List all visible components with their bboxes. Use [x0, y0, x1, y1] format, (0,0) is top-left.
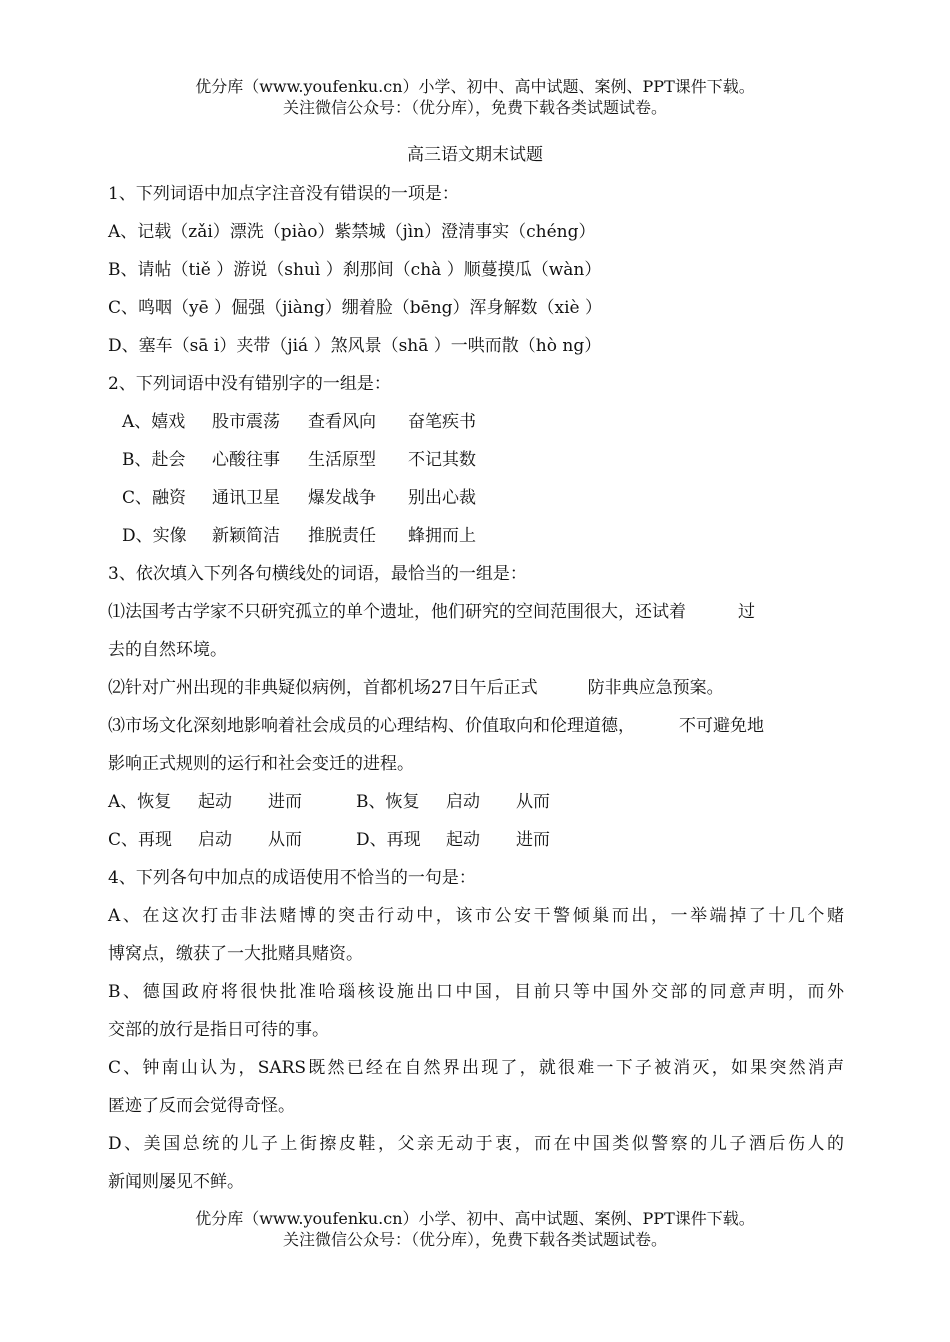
q1-option-d: D、塞车（sā i）夹带（jiá ）煞风景（shā ）一哄而散（hò ng） [108, 336, 602, 356]
q2-a-word-1: A、嬉戏 [122, 412, 186, 432]
q2-option-b [108, 441, 844, 479]
q3-c-1: C、再现 [108, 830, 173, 850]
q2-c-word-1: C、融资 [122, 488, 187, 508]
q4-option-c-line-1: C、钟南山认为，SARS既然已经在自然界出现了，就很难一下子被消灭，如果突然消声 [108, 1058, 844, 1078]
q2-c-word-3: 爆发战争 [308, 488, 376, 508]
q4-option-c-line-2: 匿迹了反而会觉得奇怪。 [108, 1096, 295, 1116]
q1-option-c: C、鸣咽（yē ）倔强（jiàng）绷着脸（bēng）浑身解数（xiè ） [108, 298, 603, 318]
q2-stem: 2、下列词语中没有错别字的一组是： [108, 374, 391, 394]
q3-sentence-2 [108, 669, 844, 707]
q3-sentence-3-cont: 影响正式规则的运行和社会变迁的进程。 [108, 754, 414, 774]
q4-option-a-line-1: A、在这次打击非法赌博的突击行动中，该市公安干警倾巢而出，一举端掉了十几个赌 [108, 906, 844, 926]
document-title: 高三语文期末试题 [407, 145, 543, 165]
q4-option-d-line-1: D、美国总统的儿子上街擦皮鞋，父亲无动于衷，而在中国类似警察的儿子酒后伤人的 [108, 1134, 844, 1154]
q2-a-word-4: 奋笔疾书 [408, 412, 476, 432]
q3-options-ab [108, 783, 844, 821]
q3-b-2: 启动 [446, 792, 480, 812]
q2-a-word-3: 查看风向 [308, 412, 376, 432]
q3-sentence-1 [108, 593, 844, 631]
q3-sentence-3 [108, 707, 844, 745]
q1-option-a: A、记载（zǎi）漂洗（piào）紫禁城（jìn）澄清事实（chéng） [108, 222, 596, 242]
q3-s1-text: ⑴法国考古学家不只研究孤立的单个遗址，他们研究的空间范围很大，还试着 [108, 602, 686, 622]
exam-body [108, 175, 844, 1201]
q2-b-word-1: B、赴会 [122, 450, 186, 470]
q3-c-3: 从而 [268, 830, 302, 850]
q1-stem: 1、下列词语中加点字注音没有错误的一项是： [108, 184, 459, 204]
q3-s3-text: ⑶市场文化深刻地影响着社会成员的心理结构、价值取向和伦理道德， [108, 716, 635, 736]
q3-a-1: A、恢复 [108, 792, 172, 812]
page-footer [0, 1208, 950, 1250]
q3-a-2: 起动 [198, 792, 232, 812]
q2-d-word-4: 蜂拥而上 [408, 526, 476, 546]
q4-option-a-line-2: 博窝点，缴获了一大批赌具赌资。 [108, 944, 363, 964]
q3-b-3: 从而 [516, 792, 550, 812]
page-header [0, 76, 950, 118]
q3-s1-tail: 过 [738, 602, 755, 622]
q2-option-a [108, 403, 844, 441]
q4-option-d-line-2: 新闻则屡见不鲜。 [108, 1172, 244, 1192]
q4-stem: 4、下列各句中加点的成语使用不恰当的一句是： [108, 868, 476, 888]
header-line-1: 优分库（www.youfenku.cn）小学、初中、高中试题、案例、PPT课件下载。 [195, 77, 755, 96]
q2-b-word-3: 生活原型 [308, 450, 376, 470]
q2-option-d [108, 517, 844, 555]
q2-b-word-4: 不记其数 [408, 450, 476, 470]
q3-d-3: 进而 [516, 830, 550, 850]
q4-option-b-line-2: 交部的放行是指日可待的事。 [108, 1020, 329, 1040]
q2-d-word-3: 推脱责任 [308, 526, 376, 546]
header-line-2: 关注微信公众号：（优分库），免费下载各类试题试卷。 [282, 98, 667, 117]
q2-d-word-2: 新颖简洁 [212, 526, 280, 546]
q2-b-word-2: 心酸往事 [212, 450, 280, 470]
q3-d-2: 起动 [446, 830, 480, 850]
q4-option-b-line-1: B、德国政府将很快批准哈瑙核设施出口中国，目前只等中国外交部的同意声明，而外 [108, 982, 844, 1002]
q3-s2-text: ⑵针对广州出现的非典疑似病例，首都机场27日午后正式 [108, 678, 538, 698]
q2-d-word-1: D、实像 [122, 526, 187, 546]
q3-sentence-1-cont: 去的自然环境。 [108, 640, 227, 660]
q3-s2-tail: 防非典应急预案。 [587, 678, 724, 698]
q3-c-2: 启动 [198, 830, 232, 850]
q2-a-word-2: 股市震荡 [212, 412, 280, 432]
q2-option-c [108, 479, 844, 517]
q1-option-b: B、请帖（tiě ）游说（shuì ）刹那间（chà ）顺蔓摸瓜（wàn） [108, 260, 602, 280]
q3-s3-tail: 不可避免地 [679, 716, 764, 736]
q3-d-1: D、再现 [356, 830, 421, 850]
footer-line-1: 优分库（www.youfenku.cn）小学、初中、高中试题、案例、PPT课件下载。 [195, 1209, 755, 1228]
q3-a-3: 进而 [268, 792, 302, 812]
q2-c-word-2: 通讯卫星 [212, 488, 280, 508]
footer-line-2: 关注微信公众号：（优分库），免费下载各类试题试卷。 [282, 1230, 667, 1249]
q2-c-word-4: 别出心裁 [408, 488, 476, 508]
q3-b-1: B、恢复 [356, 792, 420, 812]
q3-options-cd [108, 821, 844, 859]
q3-stem: 3、依次填入下列各句横线处的词语，最恰当的一组是： [108, 564, 527, 584]
